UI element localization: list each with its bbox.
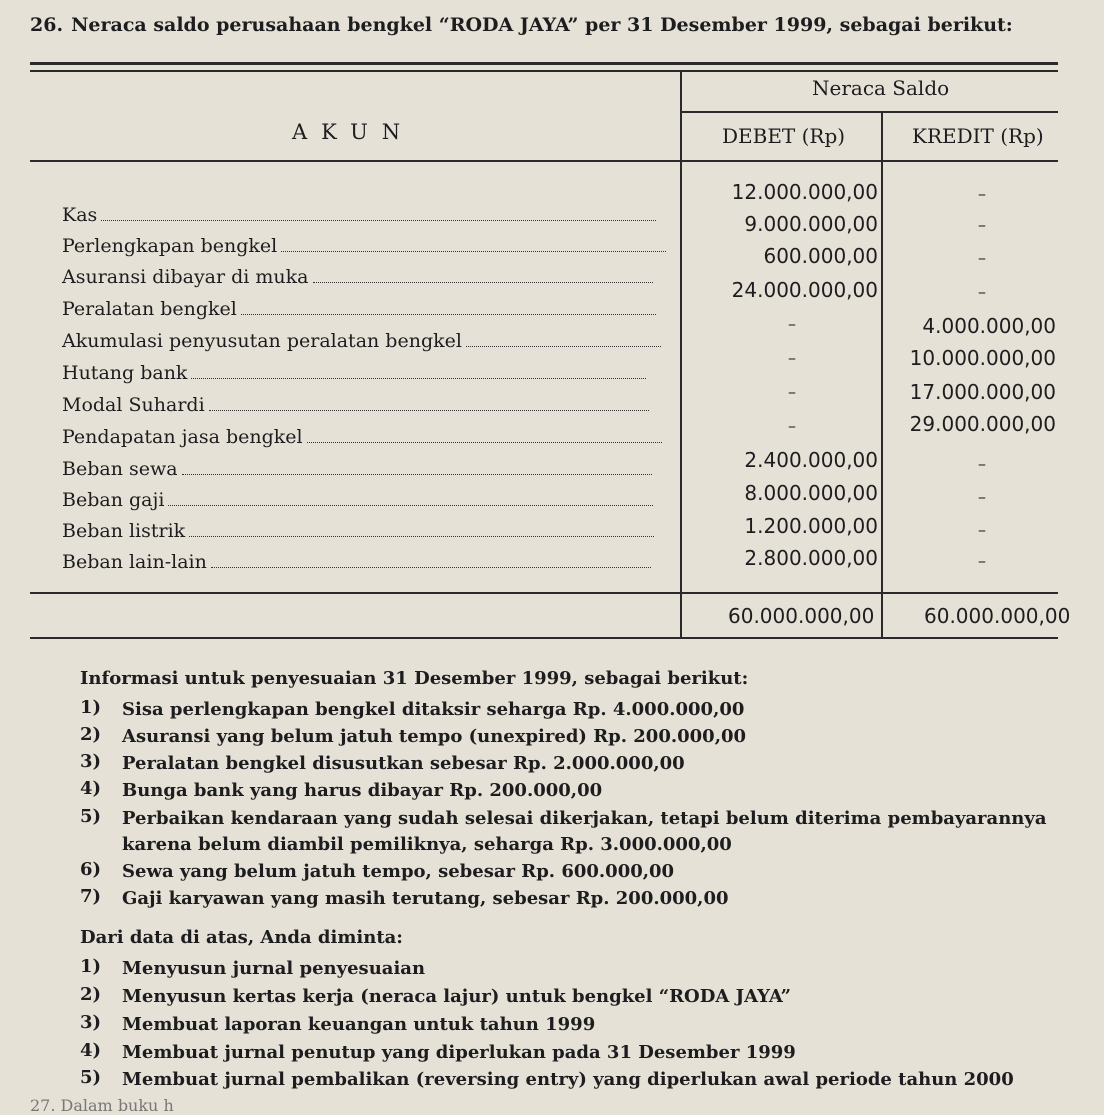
credit-value: –	[978, 487, 986, 506]
list-item: 7) Gaji karyawan yang masih terutang, sebesar Rp. 200.000,00	[80, 886, 729, 909]
credit-value: –	[978, 215, 986, 234]
table-row	[0, 546, 1104, 582]
account-name: Perlengkapan bengkel	[62, 235, 278, 257]
list-item: 1) Sisa perlengkapan bengkel ditaksir seharga Rp. 4.000.000,00	[80, 697, 745, 720]
table-row	[0, 481, 1104, 520]
debit-column-header: DEBET (Rp)	[722, 124, 846, 148]
list-item: 2) Asuransi yang belum jatuh tempo (unexpired) Rp. 200.000,00	[80, 724, 747, 747]
debit-value: 2.800.000,00	[744, 546, 878, 570]
credit-value: 29.000.000,00	[909, 412, 1056, 436]
debit-value: –	[788, 416, 796, 435]
credit-value: 4.000.000,00	[922, 314, 1056, 338]
table-top-rule-2	[30, 70, 1058, 72]
credit-value: –	[978, 454, 986, 473]
list-item: 6) Sewa yang belum jatuh tempo, sebesar Rp. 600.000,00	[80, 859, 675, 882]
list-item: 4) Membuat jurnal penutup yang diperlukan pada 31 Desember 1999	[80, 1040, 796, 1063]
exercise-number: 26.	[30, 14, 64, 36]
table-row	[0, 180, 1104, 235]
next-exercise-cutoff: 27. Dalam buku h	[30, 1096, 174, 1115]
account-name: Peralatan bengkel	[62, 298, 237, 320]
table-top-rule	[30, 62, 1058, 65]
total-credit: 60.000.000,00	[924, 604, 1071, 628]
list-item: 4) Bunga bank yang harus dibayar Rp. 200.000,00	[80, 778, 603, 801]
account-name: Pendapatan jasa bengkel	[62, 426, 303, 448]
debit-value: 9.000.000,00	[744, 212, 878, 236]
list-item: 5) Membuat jurnal pembalikan (reversing entry) yang diperlukan awal periode tahun 2000	[80, 1067, 1014, 1090]
credit-value: –	[978, 248, 986, 267]
account-name: Beban lain-lain	[62, 551, 207, 573]
credit-column-header: KREDIT (Rp)	[912, 124, 1044, 148]
debit-value: 600.000,00	[763, 244, 878, 268]
total-top-rule	[30, 592, 1058, 594]
credit-value: –	[978, 282, 986, 301]
list-item: 2) Menyusun kertas kerja (neraca lajur) untuk bengkel “RODA JAYA”	[80, 984, 792, 1007]
account-name: Beban listrik	[62, 520, 186, 542]
credit-value: 10.000.000,00	[909, 346, 1056, 370]
table-bottom-rule	[30, 637, 1058, 639]
account-name: Beban gaji	[62, 489, 165, 511]
table-row	[0, 448, 1104, 489]
list-item: 5) Perbaikan kendaraan yang sudah selesai dikerjakan, tetapi belum diterima pembayarannya karena belum diambil pemiliknya, seharga Rp. 3.000.000,00	[80, 806, 1047, 855]
group-header-rule	[680, 111, 1058, 113]
list-item: 3) Membuat laporan keuangan untuk tahun 1999	[80, 1012, 596, 1035]
table-row	[0, 514, 1104, 551]
credit-value: –	[978, 184, 986, 203]
debit-value: 12.000.000,00	[731, 180, 878, 204]
account-name: Akumulasi penyusutan peralatan bengkel	[62, 330, 462, 352]
requirements-title: Dari data di atas, Anda diminta:	[80, 927, 403, 948]
header-bottom-rule	[30, 160, 1058, 162]
account-name: Asuransi dibayar di muka	[62, 266, 309, 288]
debit-value: –	[788, 314, 796, 333]
account-name: Modal Suhardi	[62, 394, 205, 416]
account-name: Beban sewa	[62, 458, 178, 480]
table-row	[0, 412, 1104, 457]
debit-value: 2.400.000,00	[744, 448, 878, 472]
adjustments-title: Informasi untuk penyesuaian 31 Desember 1999, sebagai berikut:	[80, 668, 749, 689]
exercise-heading	[30, 14, 1013, 36]
credit-value: –	[978, 520, 986, 539]
credit-value: –	[978, 551, 986, 570]
neraca-saldo-header: Neraca Saldo	[812, 76, 950, 100]
debit-value: 8.000.000,00	[744, 481, 878, 505]
list-item: 3) Peralatan bengkel disusutkan sebesar Rp. 2.000.000,00	[80, 751, 685, 774]
debit-value: –	[788, 348, 796, 367]
account-name: Hutang bank	[62, 362, 188, 384]
debit-value: –	[788, 382, 796, 401]
debit-value: 24.000.000,00	[731, 278, 878, 302]
debit-value: 1.200.000,00	[744, 514, 878, 538]
account-name: Kas	[62, 204, 98, 226]
list-item: 1) Menyusun jurnal penyesuaian	[80, 956, 426, 979]
total-debit: 60.000.000,00	[728, 604, 875, 628]
account-column-header: AKUN	[292, 120, 415, 144]
exercise-title: Neraca saldo perusahaan bengkel “RODA JAYA” per 31 Desember 1999, sebagai berikut:	[71, 14, 1013, 36]
credit-value: 17.000.000,00	[909, 380, 1056, 404]
